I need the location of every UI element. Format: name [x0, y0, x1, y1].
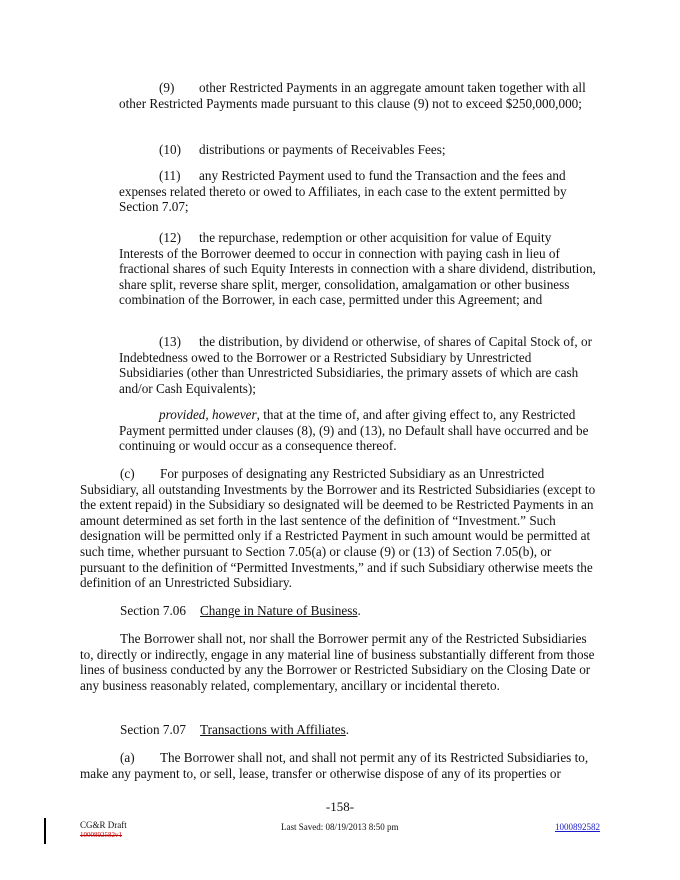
section-706-title: Change in Nature of Business — [200, 603, 358, 618]
draft-label: CG&R Draft — [80, 820, 127, 830]
clause-12 — [119, 230, 597, 308]
paragraph-c-first-line: For purposes of designating any Restricted Subsidiary as an Unrestricted — [160, 466, 545, 481]
clause-9 — [119, 80, 597, 111]
document-id-link[interactable]: 1000892582 — [555, 822, 600, 832]
clause-10-text: distributions or payments of Receivables Fees; — [199, 142, 446, 157]
clause-12-text: Interests of the Borrower deemed to occur in connection with paying cash in lieu of fractional shares of such Equity Interests in connection with a share dividend, distribution, share split, reverse share split, merger, consolidation, amalgamation or other business combination of the Borrower, in each case, permitted under this Agreement; and — [119, 245, 596, 308]
clause-11-text: expenses related thereto or owed to Affiliates, in each case to the extent permitted by Section 7.07; — [119, 183, 567, 215]
section-707-title: Transactions with Affiliates — [200, 722, 346, 737]
proviso-text: , that at the time of, and after giving effect to, any Restricted Payment permitted under clauses (8), (9) and (13), no Default shall have occurred and be continuing or would occur as a consequence thereof. — [119, 407, 589, 454]
section-707-a-first-line: The Borrower shall not, and shall not permit any of its Restricted Subsidiaries — [160, 750, 572, 765]
clause-13-number: (13) — [159, 334, 181, 349]
clause-10 — [119, 142, 597, 158]
section-706-label: Section 7.06 — [120, 603, 186, 618]
section-706-heading: Section 7.06 Change in Nature of Business. — [120, 603, 361, 618]
section-707-heading: Section 7.07 Transactions with Affiliates. — [120, 722, 350, 737]
proviso — [119, 407, 597, 454]
proviso-italic: provided, however — [159, 407, 257, 422]
clause-13-text: or Indebtedness owed to the Borrower or a Restricted Subsidiary by Unrestricted Subsidiaries (other than Unrestricted Subsidiaries, the primary assets of which are cash and/or Cash Equivalents); — [119, 334, 593, 396]
section-707-a — [80, 750, 600, 781]
clause-13-first-line: the distribution, by dividend or otherwise, of shares of Capital Stock of, — [199, 334, 578, 349]
page-number: -158- — [325, 799, 355, 814]
clause-11 — [119, 168, 597, 215]
draft-struck-id: 1000892582v1 — [80, 831, 122, 839]
section-707-label: Section 7.07 — [120, 722, 186, 737]
clause-12-first-line: the repurchase, redemption or other acquisition for value of Equity — [199, 230, 552, 245]
footer-draft — [80, 820, 127, 840]
clause-9-number: (9) — [159, 80, 175, 95]
change-bar — [44, 818, 46, 844]
section-706-body — [80, 631, 600, 693]
clause-11-number: (11) — [159, 168, 181, 183]
paragraph-c-number: (c) — [120, 466, 135, 481]
paragraph-c — [80, 466, 600, 591]
clause-9-first-line: other Restricted Payments in an aggregate amount taken together with — [199, 80, 570, 95]
clause-10-number: (10) — [159, 142, 181, 157]
clause-9-text: all other Restricted Payments made pursuant to this clause (9) not to exceed $250,000,000; — [119, 80, 586, 111]
clause-13 — [119, 334, 597, 396]
clause-12-number: (12) — [159, 230, 181, 245]
last-saved: Last Saved: 08/19/2013 8:50 pm — [281, 822, 399, 832]
paragraph-c-text: Subsidiary, all outstanding Investments by the Borrower and its Restricted Subsidiaries (except to the extent repaid) in the Subsidiary so designated will be deemed to be Restricted Payments in an amount determined as set forth in the last sentence of the definition of “Investment.” Such designation will be permitted only if a Restricted Payment in such amount would be permitted at such time, whether pursuant to Section 7.05(a) or clause (9) or (13) of Section 7.05(b), or pursuant to the definition of “Permitted Investments,” and if such Subsidiary otherwise meets the definition of an Unrestricted Subsidiary. — [80, 481, 596, 591]
section-706-text: The Borrower shall not, nor shall the Borrower permit any of the Restricted Subsidiaries to, directly or indirectly, engage in any material line of business substantially different from those lines of business conducted by any the Borrower or Restricted Subsidiary on the Closing Date or any business reasonably related, complementary, ancillary or incidental thereto. — [80, 631, 595, 693]
clause-11-first-line: any Restricted Payment used to fund the Transaction and the fees and — [199, 168, 566, 183]
section-707-a-number: (a) — [120, 750, 135, 765]
section-707-a-text: to, make any payment to, or sell, lease, transfer or otherwise dispose of any of its properties or — [80, 750, 589, 781]
